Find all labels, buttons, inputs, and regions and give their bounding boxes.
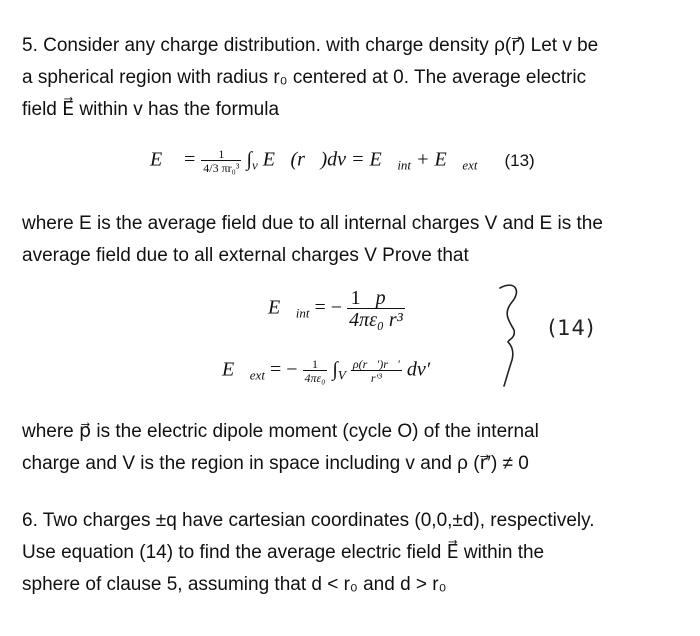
handwritten-equation-number: (14) [548,316,596,340]
eq14b-tail: dv′ [406,358,431,381]
equation-13 [150,148,535,174]
eq13-integrand: E⃗(r⃗)dv = E⃗ [262,148,398,171]
eq13-plus: + E⃗ [411,148,463,171]
eq14b-integral-sub: V [337,367,346,383]
middle-line-2: average field due to all external charges V Prove that [22,245,469,266]
eq13-frac-num: 1 [218,147,225,161]
problem-5-text [22,30,688,126]
closing-text [22,416,688,480]
eq14b-lhs: E⃗ [222,358,250,381]
closing-line-1: where p⃗ is the electric dipole moment (cycle O) of the internal [22,421,539,442]
equation-14a [268,288,405,330]
eq13-frac-den: 4/3 πr₀³ [203,161,240,175]
eq14a-equals: = − [314,296,343,319]
eq13-fraction [201,148,241,174]
middle-line-1: where E is the average field due to all internal charges V and E is the [22,213,603,234]
equation-14b [222,358,430,384]
eq14a-fraction [347,288,405,330]
eq14b-equals: = − [269,358,298,381]
eq13-ext-sub: ext [462,157,478,173]
problem-6-line-2: Use equation (14) to find the average electric field E⃗ within the [22,542,545,563]
eq14b-integrand [351,358,402,384]
problem-6-line-1: 6. Two charges ±q have cartesian coordinates (0,0,±d), respectively. [22,510,595,531]
problem-5-line-1: 5. Consider any charge distribution. with charge density ρ(r⃗) Let v be [22,35,599,56]
eq14a-frac-den: 4πε₀ r³ [349,309,403,331]
eq13-integral-sign: ∫ [246,148,252,171]
eq14a-num-p: p⃗ [375,287,402,309]
eq13-number: (13) [504,150,535,170]
eq14b-integral-sign: ∫ [332,358,338,381]
eq13-integral-sub: v [251,157,258,173]
eq13-lhs: E⃗ = [150,148,197,171]
eq14b-integrand-num: ρ(r⃗′)r⃗′ [352,357,400,371]
eq14a-num-one: 1 [350,287,361,309]
eq14a-frac-num [347,288,405,308]
closing-line-2: charge and V is the region in space including v and ρ (r⃗′) ≠ 0 [22,453,529,474]
eq14b-integrand-den: r′³ [351,370,402,384]
eq14b-frac-num: 1 [311,357,318,371]
problem-5-line-2: a spherical region with radius r₀ centered at 0. The average electric [22,67,587,88]
eq14b-frac-den: 4πε₀ [304,371,326,385]
eq13-int-sub: int [397,157,412,173]
handwritten-brace-icon [492,280,532,390]
problem-6-text [22,505,688,601]
eq14b-lhs-sub: ext [249,367,265,383]
eq14b-fraction [303,358,328,384]
middle-text [22,208,688,272]
eq14a-lhs: E⃗ [268,296,296,319]
problem-5-line-3: field E⃗ within v has the formula [22,99,280,120]
problem-6-line-3: sphere of clause 5, assuming that d < r₀ and d > r₀ [22,574,447,595]
eq14a-lhs-sub: int [295,305,310,321]
